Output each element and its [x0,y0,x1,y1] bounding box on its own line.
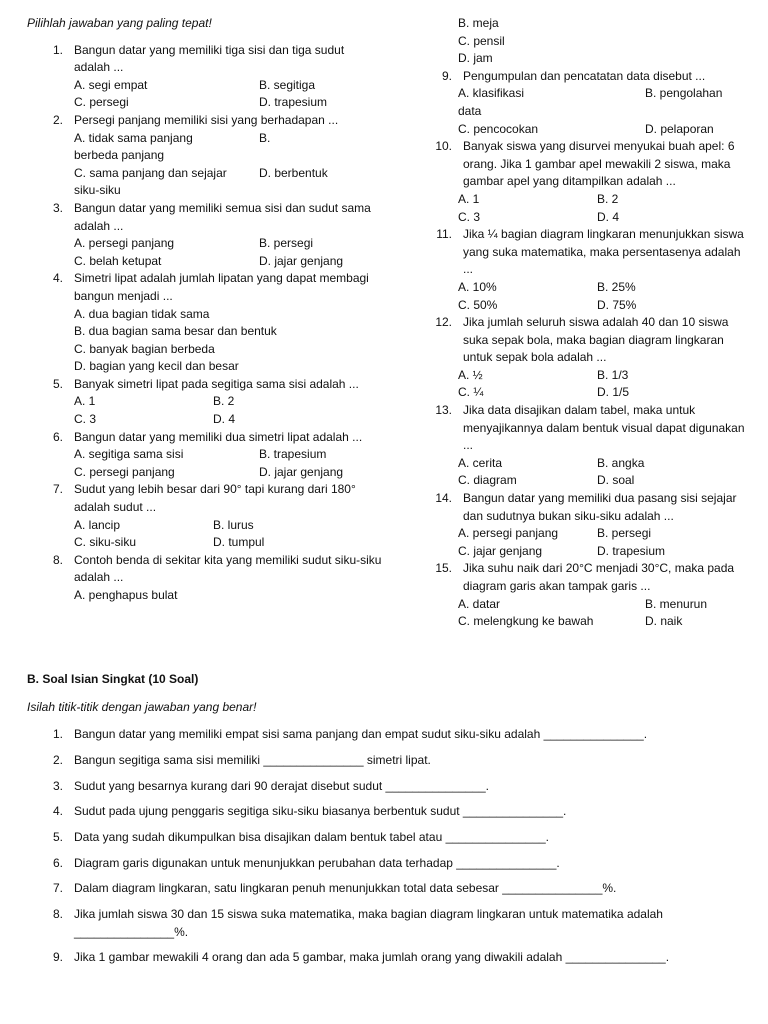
item-text: Sudut pada ujung penggaris segitiga siku-siku biasanya berbentuk sudut _______________. [74,804,567,819]
option: A. datar [458,596,501,611]
question-number: 11. [436,227,452,242]
question-number: 4. [52,271,63,286]
question-15 [432,560,752,630]
question-2 [27,112,397,200]
question-text: Jika suhu naik dari 20°C menjadi 30°C, maka pada diagram garis akan tampak garis ... [463,561,735,593]
option: C. banyak bagian berbeda [74,341,215,356]
option: A. persegi panjang [458,526,559,541]
option: A. cerita [458,455,503,470]
option: D. jajar genjang [259,464,344,479]
item-text: Bangun datar yang memiliki empat sisi sama panjang dan empat sudut siku-siku adalah _______________. [74,727,648,742]
option: A. tidak sama panjang [74,130,193,145]
question-9 [432,68,752,138]
option: A. 1 [458,191,480,206]
option: D. bagian yang kecil dan besar [74,359,239,374]
carry-over-options [432,15,752,68]
option: D. 75% [597,297,637,312]
option: D. jajar genjang [259,253,344,268]
question-7 [27,481,397,551]
section-title: B. Soal Isian Singkat (10 Soal) [27,672,199,686]
fill-in-list [27,726,747,967]
option: data [458,103,482,118]
option: A. segitiga sama sisi [74,447,184,462]
question-text: Bangun datar yang memiliki tiga sisi dan tiga sudut adalah ... [74,42,345,75]
option: B. persegi [259,236,314,251]
option: C. melengkung ke bawah [458,614,594,629]
option: A. segi empat [74,77,148,92]
question-text: Bangun datar yang memiliki semua sisi dan sudut sama adalah ... [74,200,371,233]
question-text: Jika ¼ bagian diagram lingkaran menunjukkan siswa yang suka matematika, maka persentasenya adalah ... [463,227,744,277]
option: B. angka [597,455,645,470]
option: D. pelaporan [645,121,714,136]
option: A. lancip [74,517,121,532]
option: B. berbeda panjang [74,130,271,163]
item-text: Data yang sudah dikumpulkan bisa disajikan dalam bentuk tabel atau _______________. [74,829,550,844]
question-text: Bangun datar yang memiliki dua pasang sisi sejajar dan sudutnya bukan siku-siku adalah ... [463,491,737,523]
option: D. 4 [597,209,620,224]
question-number: 3. [52,200,63,215]
question-14 [432,490,752,560]
question-number: 8. [52,552,63,567]
item-text: Diagram garis digunakan untuk menunjukkan perubahan data terhadap _______________. [74,855,560,870]
item-text: Dalam diagram lingkaran, satu lingkaran penuh menunjukkan total data sebesar _______________%. [74,881,617,896]
option: B. 25% [597,279,636,294]
item-text: Bangun segitiga sama sisi memiliki _______________ simetri lipat. [74,752,431,767]
question-text: Jika jumlah seluruh siswa adalah 40 dan 10 siswa suka sepak bola, maka bagian diagram lingkaran untuk sepak bola adalah ... [463,315,729,365]
fill-item [27,778,747,796]
option: A. ½ [458,367,483,382]
question-number: 2. [52,112,63,127]
question-number: 13. [435,403,452,418]
item-number: 4. [52,804,63,819]
question-text: Bangun datar yang memiliki dua simetri lipat adalah ... [74,429,363,444]
option: A. klasifikasi [458,86,525,101]
option: A. dua bagian tidak sama [74,306,210,321]
option: B. menurun [645,596,708,611]
option: D. 4 [213,412,236,427]
section-b [27,671,747,967]
question-6 [27,429,397,482]
option: B. 2 [597,191,619,206]
option: C. 3 [458,209,481,224]
item-number: 5. [52,829,63,844]
option: C. jajar genjang [458,543,543,558]
option: C. ¼ [458,385,484,400]
fill-item [27,880,747,898]
item-number: 3. [52,778,63,793]
question-1 [27,42,397,112]
option: A. penghapus bulat [74,588,178,602]
item-text: Jika 1 gambar mewakili 4 orang dan ada 5 gambar, maka jumlah orang yang diwakili adalah _______________. [74,950,670,965]
option: C. sama panjang dan sejajar [74,165,227,180]
option: D. berbentuk siku-siku [74,165,328,198]
left-column [27,15,397,605]
question-number: 7. [52,482,63,497]
fill-item [27,855,747,873]
option: B. persegi [597,526,652,541]
option: B. dua bagian sama besar dan bentuk [74,324,277,339]
option: C. belah ketupat [74,253,162,268]
question-number: 15. [435,561,452,576]
option: C. pensil [458,33,505,48]
question-text: Pengumpulan dan pencatatan data disebut ... [463,68,706,83]
question-11 [432,226,752,314]
fill-item [27,803,747,821]
question-text: Sudut yang lebih besar dari 90° tapi kurang dari 180° adalah sudut ... [74,482,356,515]
option: C. diagram [458,473,517,488]
option: B. segitiga [259,77,316,92]
fill-item [27,726,747,744]
fill-item [27,906,747,941]
question-13 [432,402,752,490]
question-12 [432,314,752,402]
item-number: 8. [52,907,63,921]
question-number: 6. [52,429,63,444]
question-3 [27,200,397,270]
section-instruction: Isilah titik-titik dengan jawaban yang benar! [27,699,257,714]
question-number: 12. [435,315,452,330]
question-number: 9. [441,68,452,83]
question-number: 5. [52,376,63,391]
fill-item [27,752,747,770]
question-text: Jika data disajikan dalam tabel, maka untuk menyajikannya dalam bentuk visual dapat digunakan ... [463,403,745,453]
instruction: Pilihlah jawaban yang paling tepat! [27,16,212,30]
item-text: Jika jumlah siswa 30 dan 15 siswa suka matematika, maka bagian diagram lingkaran untuk matematika adalah _______________%. [74,907,663,939]
item-number: 2. [52,752,63,767]
item-text: Sudut yang besarnya kurang dari 90 derajat disebut sudut _______________. [74,778,489,793]
option: A. persegi panjang [74,236,175,251]
option: D. 1/5 [597,385,630,400]
question-number: 14. [435,491,452,506]
question-number: 10. [435,139,452,154]
fill-item [27,829,747,847]
option: B. lurus [213,517,254,532]
option: C. pencocokan [458,121,539,136]
question-text: Contoh benda di sekitar kita yang memiliki sudut siku-siku adalah ... [74,552,382,585]
question-5 [27,376,397,429]
right-column [432,15,752,631]
option: B. meja [458,16,499,30]
option: C. 3 [74,412,97,427]
question-10 [432,138,752,226]
option: B. pengolahan [645,86,723,101]
option: C. persegi panjang [74,464,175,479]
question-text: Banyak siswa yang disurvei menyukai buah apel: 6 orang. Jika 1 gambar apel mewakili 2 siswa, maka gambar apel yang ditampilkan adalah ... [463,139,735,189]
question-text: Banyak simetri lipat pada segitiga sama sisi adalah ... [74,376,359,391]
question-4 [27,270,397,376]
question-text: Persegi panjang memiliki sisi yang berhadapan ... [74,112,339,127]
question-8 [27,552,397,605]
option: D. tumpul [213,535,265,550]
option: A. 10% [458,279,497,294]
option: C. persegi [74,95,129,110]
option: C. siku-siku [74,535,137,550]
option: D. trapesium [259,95,328,110]
option: D. soal [597,473,635,488]
fill-item [27,949,747,967]
item-number: 9. [52,950,63,965]
question-number: 1. [52,42,63,57]
question-text: Simetri lipat adalah jumlah lipatan yang dapat membagi bangun menjadi ... [74,271,369,303]
option: C. 50% [458,297,498,312]
option: D. naik [645,614,683,629]
item-number: 7. [52,881,63,896]
item-number: 6. [52,855,63,870]
option: D. jam [458,51,493,66]
option: D. trapesium [597,543,666,558]
option: B. 2 [213,394,235,409]
option: B. trapesium [259,447,327,462]
option: B. 1/3 [597,367,629,382]
item-number: 1. [52,727,63,742]
option: A. 1 [74,394,96,409]
